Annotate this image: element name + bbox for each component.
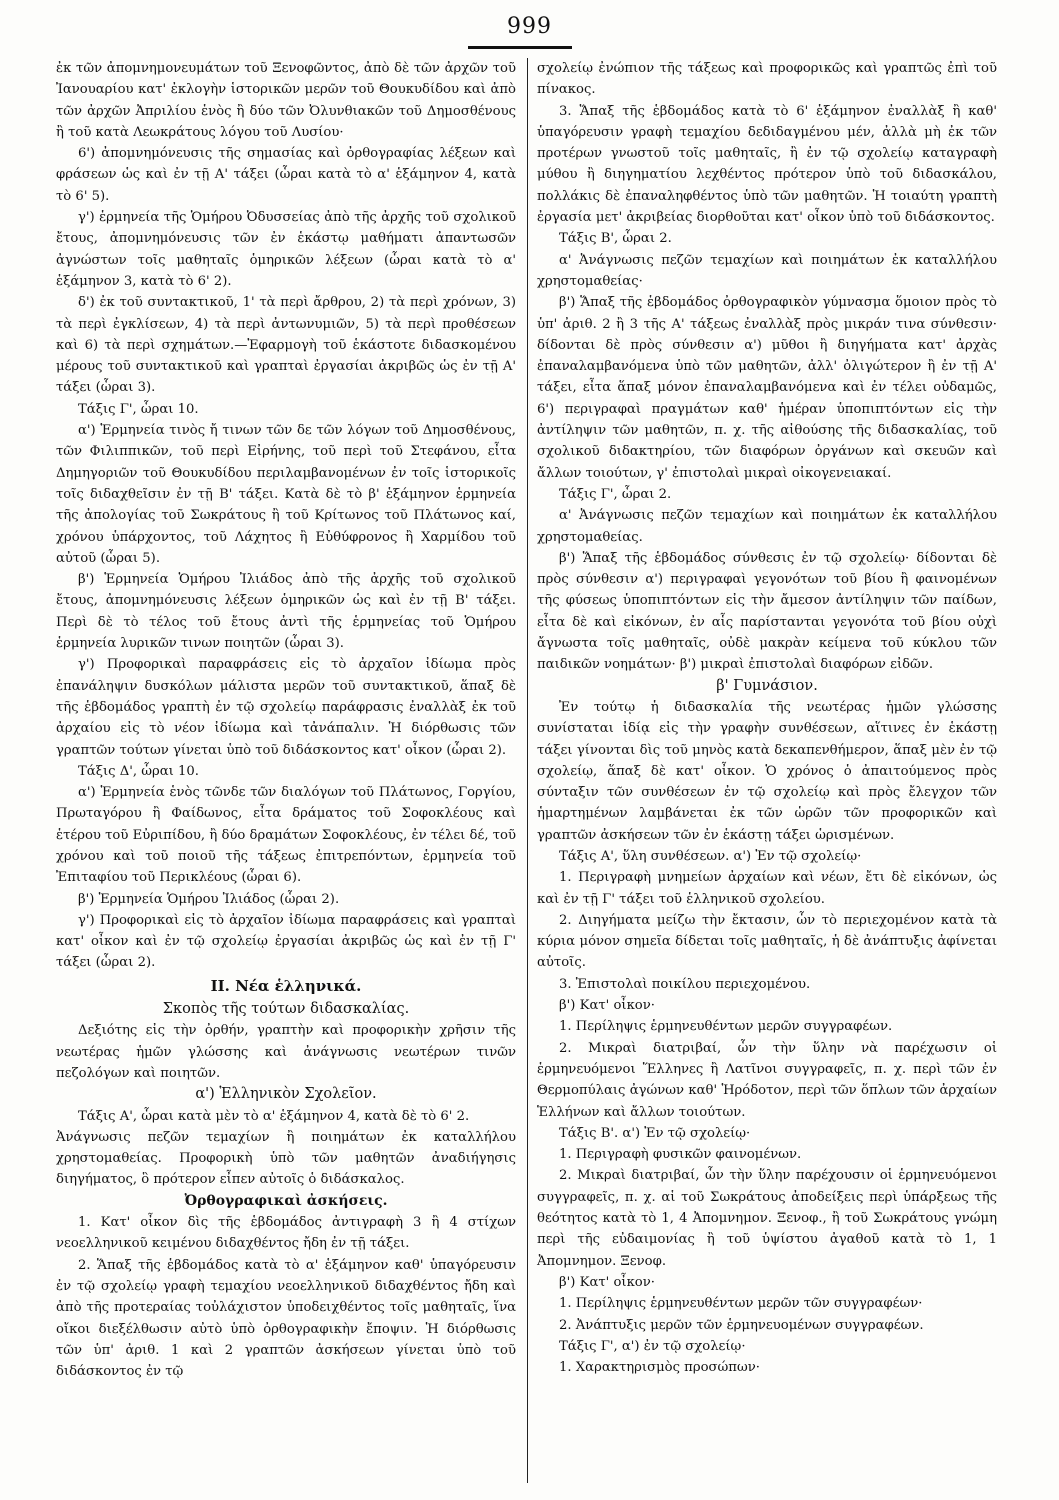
header-rule (468, 46, 572, 49)
paragraph: Τάξις Γ', α') ἐν τῷ σχολείῳ· (559, 1338, 746, 1354)
section-heading: Σκοπὸς τῆς τούτων διδασκαλίας. (162, 1001, 410, 1018)
paragraph: Τάξις Α', ὕλη συνθέσεων. α') Ἐν τῷ σχολείῳ· (559, 848, 862, 864)
paragraph: 1. Περιγραφὴ μνημείων ἀρχαίων καὶ νέων, ἔτι δὲ εἰκόνων, ὡς καὶ ἐν τῇ Γ' τάξει τοῦ ἑλληνικοῦ σχολείου. (537, 870, 997, 907)
paragraph: Ἀνάγνωσις πεζῶν τεμαχίων ἢ ποιημάτων ἐκ καταλλήλου χρηστομαθείας. Προφορικὴ ὑπὸ τῶν μαθητῶν ἀναδιήγησις διηγήματος, ὃ πρότερον εἶπεν αὐτοῖς ὁ διδάσκαλος. (56, 1129, 516, 1188)
paragraph: α') Ἑρμηνεία ἑνὸς τῶνδε τῶν διαλόγων τοῦ Πλάτωνος, Γοργίου, Πρωταγόρου ἢ Φαίδωνος, εἶτα δράματος τοῦ Σοφοκλέους καὶ ἑτέρου τοῦ Εὐριπίδου, ἢ δύο δραμάτων Σοφοκλέους, ἐν τέλει δέ, τοῦ χρόνου καὶ τοῦ ποιοῦ τῆς τάξεως ἐπιτρεπόντων, ἑρμηνεία τοῦ Ἐπιταφίου τοῦ Περικλέους (ὧραι 6). (56, 785, 516, 886)
section-heading: II. Νέα ἑλληνικά. (210, 976, 362, 995)
paragraph: γ') Προφορικαὶ εἰς τὸ ἀρχαῖον ἰδίωμα παραφράσεις καὶ γραπταὶ κατ' οἶκον καὶ ἐν τῷ σχολείῳ ἐργασίαι ἀκριβῶς ὡς καὶ ἐν τῇ Γ' τάξει (ὧραι 2). (56, 912, 516, 971)
paragraph: 2. Διηγήματα μείζω τὴν ἔκτασιν, ὧν τὸ περιεχομένον κατὰ τὰ κύρια μόνον σημεῖα δίδεται τοῖς μαθηταῖς, ἡ δὲ ἀνάπτυξις ἀφίνεται αὐτοῖς. (537, 912, 997, 971)
paragraph: Τάξις Β', ὧραι 2. (559, 231, 672, 247)
paragraph: α') Ἑρμηνεία τινὸς ἤ τινων τῶν δε τῶν λόγων τοῦ Δημοσθένους, τῶν Φιλιππικῶν, τοῦ περὶ Εἰρήνης, τοῦ περὶ τοῦ Στεφάνου, εἶτα Δημηγοριῶν τοῦ Θουκυδίδου περιλαμβανομένων ἐν τοῖς ἱστορικοῖς τοῖς διδαχθεῖσιν ἐν τῇ Β' τάξει. Κατὰ δὲ τὸ β' ἑξάμηνον ἑρμηνεία τῆς ἀπολογίας τοῦ Σωκράτους ἢ τοῦ Κρίτωνος τοῦ Πλάτωνος καί, χρόνου ὑπάρχοντος, τοῦ Λάχητος ἢ Εὐθύφρονος ἢ Χαρμίδου τοῦ αὐτοῦ (ὧραι 5). (56, 423, 516, 566)
paragraph: 1. Χαρακτηρισμὸς προσώπων· (559, 1360, 760, 1376)
section-heading: β' Γυμνάσιον. (716, 677, 818, 694)
right-column (537, 58, 997, 1378)
paragraph: β') Ἑρμηνεία Ὁμήρου Ἰλιάδος ἀπὸ τῆς ἀρχῆς τοῦ σχολικοῦ ἔτους, ἀπομνημόνευσις λέξεων ὁμηρικῶν ὡς καὶ ἐν τῇ Β' τάξει. Περὶ δὲ τὸ τέλος τοῦ ἔτους ἀντὶ τῆς ἑρμηνείας τοῦ Ὁμήρου ἑρμηνεία λυρικῶν τινων ποιητῶν (ὧραι 3). (56, 572, 516, 652)
paragraph: Τάξις Β'. α') Ἐν τῷ σχολείῳ· (559, 1125, 751, 1141)
section-heading: α') Ἑλληνικὸν Σχολεῖον. (195, 1086, 377, 1103)
paragraph: α' Ἀνάγνωσις πεζῶν τεμαχίων καὶ ποιημάτων ἐκ καταλλήλου χρηστομαθείας· (537, 252, 997, 289)
paragraph: δ') ἐκ τοῦ συντακτικοῦ, 1' τὰ περὶ ἄρθρου, 2) τὰ περὶ χρόνων, 3) τὰ περὶ ἐγκλίσεων, 4) τὰ περὶ ἀντωνυμιῶν, 5) τὰ περὶ προθέσεων καὶ 6) τὰ περὶ σχημάτων.—Ἐφαρμογὴ τοῦ ἑκάστοτε διδασκομένου μέρους τοῦ συντακτικοῦ καὶ γραπταὶ ἐργασίαι ἀκριβῶς ὡς ἐν τῇ Α' τάξει (ὧραι 3). (56, 295, 516, 396)
paragraph: 1. Περιγραφὴ φυσικῶν φαινομένων. (559, 1147, 802, 1163)
paragraph: 1. Περίληψις ἑρμηνευθέντων μερῶν συγγραφέων. (559, 1019, 893, 1035)
paragraph: σχολείῳ ἐνώπιον τῆς τάξεως καὶ προφορικῶς καὶ γραπτῶς ἐπὶ τοῦ πίνακος. (537, 61, 997, 98)
paragraph: β') Κατ' οἶκον· (559, 998, 655, 1014)
paragraph: γ') ἑρμηνεία τῆς Ὁμήρου Ὀδυσσείας ἀπὸ τῆς ἀρχῆς τοῦ σχολικοῦ ἔτους, ἀπομνημόνευσις τῶν ἐν ἑκάστῳ μαθήματι ἀπαντωσῶν ἀγνώστων τοῖς μαθηταῖς ὁμηρικῶν λέξεων (ὧραι κατὰ τὸ α' ἑξάμηνον 3, κατὰ τὸ 6' 2). (56, 210, 516, 289)
paragraph: ἐκ τῶν ἀπομνημονευμάτων τοῦ Ξενοφῶντος, ἀπὸ δὲ τῶν ἀρχῶν τοῦ Ἰανουαρίου κατ' ἐκλογὴν ἱστορικῶν μερῶν τοῦ Θουκυδίδου καὶ ἀπὸ τῶν ἀρχῶν Ἀπριλίου ἑνὸς ἢ δύο τῶν Ὀλυνθιακῶν τοῦ Δημοσθένους ἢ τοῦ κατὰ Λεωκράτους λόγου τοῦ Λυσίου· (56, 61, 516, 140)
paragraph: Τάξις Δ', ὧραι 10. (78, 763, 199, 779)
left-column (56, 58, 516, 1382)
paragraph: 2. Μικραὶ διατριβαί, ὧν τὴν ὕλην νὰ παρέχωσιν οἱ ἑρμηνευόμενοι Ἕλληνες ἢ Λατῖνοι συγγραφεῖς, π. χ. περὶ τῶν ἐν Θερμοπύλαις ἀγώνων καθ' Ἡρόδοτον, περὶ τῶν ὅπλων τῶν ἀρχαίων Ἑλλήνων καὶ ἄλλων τοιούτων. (537, 1040, 997, 1120)
paragraph: Τάξις Γ', ὧραι 10. (78, 401, 199, 417)
paragraph: 1. Κατ' οἶκον δὶς τῆς ἑβδομάδος ἀντιγραφὴ 3 ἢ 4 στίχων νεοελληνικοῦ κειμένου διδαχθέντος ἤδη ἐν τῇ τάξει. (56, 1215, 516, 1252)
section-heading: Ὀρθογραφικαὶ ἀσκήσεις. (184, 1192, 388, 1209)
paragraph: γ') Προφορικαὶ παραφράσεις εἰς τὸ ἀρχαῖον ἰδίωμα πρὸς ἐπανάληψιν δυσκόλων μάλιστα μερῶν τοῦ συντακτικοῦ, ἅπαξ δὲ τῆς ἑβδομάδος γραπτὴ ἐν τῷ σχολείῳ παράφρασις ἐναλλὰξ ἐκ τοῦ ἀρχαίου εἰς τὸ νέον ἰδίωμα καὶ τἀνάπαλιν. Ἡ διόρθωσις τῶν γραπτῶν τούτων γίνεται ὑπὸ τοῦ διδάσκοντος κατ' οἶκον (ὧραι 2). (56, 657, 516, 758)
page-number: 999 (507, 14, 552, 39)
paragraph: β') Κατ' οἶκον· (559, 1274, 655, 1290)
column-divider (527, 58, 528, 1483)
paragraph: 3. Ἐπιστολαὶ ποικίλου περιεχομένου. (559, 976, 811, 992)
paragraph: β') Ἅπαξ τῆς ἑβδομάδος σύνθεσις ἐν τῷ σχολείῳ· δίδονται δὲ πρὸς σύνθεσιν α') περιγραφαὶ γεγονότων τοῦ βίου ἢ φαινομένων τῆς φύσεως ὑποπιπτόντων εἰς τὴν ἄμεσον ἀντίληψιν τῶν παίδων, εἶτα δὲ καὶ εἰκόνων, ἐν αἷς παρίστανται γεγονότα τοῦ βίου οὐχὶ ἄγνωστα τοῖς μαθηταῖς, οὐδὲ μακρὰν κείμενα τοῦ κύκλου τῶν παιδικῶν νοημάτων· β') μικραὶ ἐπιστολαὶ διαφόρων εἰδῶν. (537, 550, 997, 673)
paragraph: Τάξις Γ', ὧραι 2. (559, 486, 672, 502)
paragraph: Ἐν τούτῳ ἡ διδασκαλία τῆς νεωτέρας ἡμῶν γλώσσης συνίσταται ἰδίᾳ εἰς τὴν γραφὴν συνθέσεων, αἵτινες ἐν ἑκάστῃ τάξει γίνονται δὶς τοῦ μηνὸς κατὰ δεκαπενθήμερον, ἅπαξ μὲν ἐν τῷ σχολείῳ, ἅπαξ δὲ κατ' οἶκον. Ὁ χρόνος ὁ ἀπαιτούμενος πρὸς σύνταξιν τῶν συνθέσεων ἐν τῷ σχολείῳ καὶ πρὸς ἔλεγχον τῶν ἡμαρτημένων λαμβάνεται ἐκ τῶν ὡρῶν τῶν προφορικῶν καὶ γραπτῶν ἀσκήσεων τῶν ἐν ἑκάστῃ τάξει ὡρισμένων. (537, 699, 997, 843)
paragraph: β') Ἅπαξ τῆς ἑβδομάδος ὀρθογραφικὸν γύμνασμα ὅμοιον πρὸς τὸ ὑπ' ἀριθ. 2 ἢ 3 τῆς Α' τάξεως ἐναλλὰξ πρὸς μικράν τινα σύνθεσιν· δίδονται δὲ πρὸς σύνθεσιν α') μῦθοι ἢ διηγήματα κατ' ἀρχὰς ἐπαναλαμβανόμενα ὑπὸ τῶν μαθητῶν, ἀλλ' ὀλιγώτερον ἢ ἐν τῇ Α' τάξει, εἶτα ἅπαξ μόνον ἐπαναλαμβανόμενα καὶ ἐν τέλει οὐδαμῶς, 6') περιγραφαὶ πραγμάτων καθ' ἡμέραν ὑποπιπτόντων εἰς τὴν ἀντίληψιν τῶν μαθητῶν, π. χ. τῆς αἰθούσης τῆς διδασκαλίας, τοῦ σχολικοῦ διδακτηρίου, τῶν διαφόρων ὀργάνων καὶ σκευῶν καὶ ἄλλων τοιούτων, γ' ἐπιστολαὶ μικραὶ οἰκογενειακαί. (537, 295, 997, 481)
paragraph: β') Ἑρμηνεία Ὁμήρου Ἰλιάδος (ὧραι 2). (78, 891, 340, 907)
paragraph: 2. Ἀνάπτυξις μερῶν τῶν ἑρμηνευομένων συγγραφέων. (559, 1317, 924, 1333)
paragraph: 2. Μικραὶ διατριβαί, ὧν τὴν ὕλην παρέχουσιν οἱ ἑρμηνευόμενοι συγγραφεῖς, π. χ. αἱ τοῦ Σωκράτους ἀποδείξεις περὶ ὑπάρξεως τῆς θεότητος κατὰ τὸ 1, 4 Ἀπομνημον. Ξενοφ., ἢ τοῦ Σωκράτους γνώμη περὶ τῆς εὐδαιμονίας ἢ τοῦ ὑψίστου ἀγαθοῦ κατὰ τὸ 1, 1 Ἀπομνημον. Ξενοφ. (537, 1168, 997, 1269)
paragraph: 6') ἀπομνημόνευσις τῆς σημασίας καὶ ὀρθογραφίας λέξεων καὶ φράσεων ὡς καὶ ἐν τῇ Α' τάξει (ὧραι κατὰ τὸ α' ἑξάμηνον 4, κατὰ τὸ 6' 5). (56, 146, 516, 204)
paragraph: 1. Περίληψις ἑρμηνευθέντων μερῶν τῶν συγγραφέων· (559, 1296, 923, 1312)
paragraph: Τάξις Α', ὧραι κατὰ μὲν τὸ α' ἑξάμηνον 4, κατὰ δὲ τὸ 6' 2. (78, 1108, 470, 1124)
paragraph: Δεξιότης εἰς τὴν ὀρθήν, γραπτὴν καὶ προφορικὴν χρῆσιν τῆς νεωτέρας ἡμῶν γλώσσης καὶ ἀνάγνωσις νεωτέρων τινῶν πεζολόγων καὶ ποιητῶν. (56, 1023, 516, 1081)
paragraph: 2. Ἅπαξ τῆς ἑβδομάδος κατὰ τὸ α' ἑξάμηνον καθ' ὑπαγόρευσιν ἐν τῷ σχολείῳ γραφὴ τεμαχίου νεοελληνικοῦ διδαχθέντος ἤδη καὶ ἀπὸ τῆς προτεραίας τοὐλάχιστον ὑποδειχθέντος τοῖς μαθηταῖς, ἵνα οἴκοι διεξέλθωσιν αὐτὸ ὑπὸ ὀρθογραφικὴν ἔποψιν. Ἡ διόρθωσις τῶν ὑπ' ἀριθ. 1 καὶ 2 γραπτῶν ἀσκήσεων γίνεται ὑπὸ τοῦ διδάσκοντος ἐν τῷ (56, 1257, 516, 1380)
paragraph: 3. Ἅπαξ τῆς ἑβδομάδος κατὰ τὸ 6' ἑξάμηνον ἐναλλὰξ ἢ καθ' ὑπαγόρευσιν γραφὴ τεμαχίου δεδιδαγμένου μέν, ἀλλὰ μὴ ἐκ τῶν προτέρων γνωστοῦ τοῖς μαθηταῖς, ἢ ἐν τῷ σχολείῳ καταγραφὴ μύθου ἢ διηγηματίου λεχθέντος πρότερον ὑπὸ τοῦ διδασκάλου, πολλάκις δὲ ἐπαναληφθέντος ὑπὸ τῶν μαθητῶν. Ἡ τοιαύτη γραπτὴ ἐργασία μετ' ἀκριβείας διορθοῦται κατ' οἶκον ὑπὸ τοῦ διδάσκοντος. (537, 103, 997, 226)
paragraph: α' Ἀνάγνωσις πεζῶν τεμαχίων καὶ ποιημάτων ἐκ καταλλήλου χρηστομαθείας. (537, 508, 997, 545)
